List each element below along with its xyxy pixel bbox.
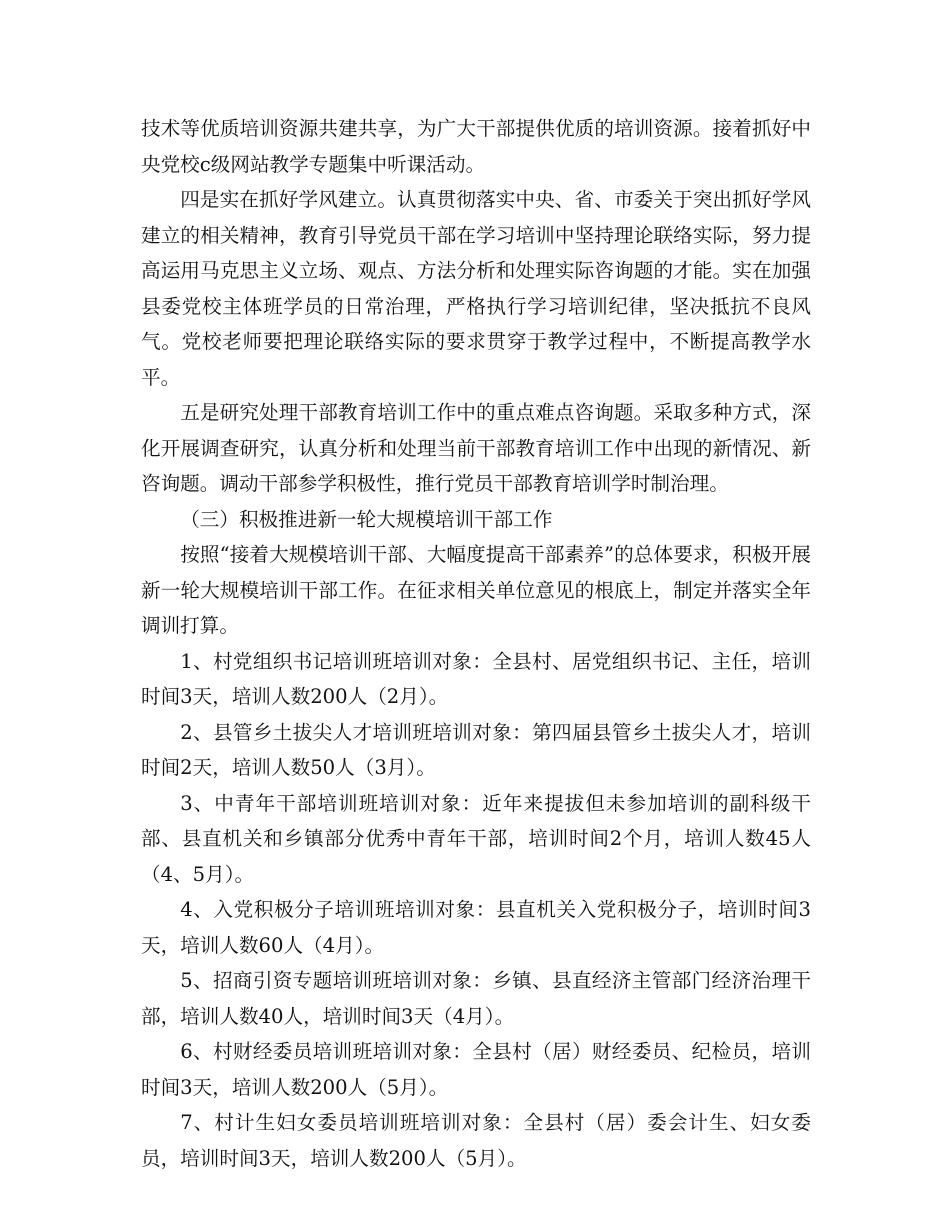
training-item-1: 1、村党组织书记培训班培训对象：全县村、居党组织书记、主任，培训时间3天，培训人数200人（2月）。: [141, 649, 811, 708]
paragraph-key-issues: 五是研究处理干部教育培训工作中的重点难点咨询题。采取多种方式，深化开展调查研究，认真分析和处理当前干部教育培训工作中出现的新情况、新咨询题。调动干部参学积极性，推行党员干部教育培训学时制治理。: [141, 401, 811, 495]
paragraph-continuation: 技术等优质培训资源共建共享，为广大干部提供优质的培训资源。接着抓好中央党校c级网站教学专题集中听课活动。: [141, 117, 811, 176]
training-item-6: 6、村财经委员培训班培训对象：全县村（居）财经委员、纪检员，培训时间3天，培训人数200人（5月）。: [141, 1040, 811, 1099]
training-item-2: 2、县管乡土拔尖人才培训班培训对象：第四届县管乡土拔尖人才，培训时间2天，培训人数50人（3月）。: [141, 720, 811, 779]
training-item-5: 5、招商引资专题培训班培训对象：乡镇、县直经济主管部门经济治理干部，培训人数40人，培训时间3天（4月）。: [141, 969, 811, 1028]
training-item-4: 4、入党积极分子培训班培训对象：县直机关入党积极分子，培训时间3天，培训人数60人（4月）。: [141, 898, 811, 957]
training-item-3: 3、中青年干部培训班培训对象：近年来提拔但未参加培训的副科级干部、县直机关和乡镇部分优秀中青年干部，培训时间2个月，培训人数45人（4、5月）。: [141, 791, 811, 886]
paragraph-training-intro: 按照“接着大规模培训干部、大幅度提高干部素养”的总体要求，积极开展新一轮大规模培训干部工作。在征求相关单位意见的根底上，制定并落实全年调训打算。: [141, 543, 811, 637]
paragraph-study-style: 四是实在抓好学风建立。认真贯彻落实中央、省、市委关于突出抓好学风建立的相关精神，教育引导党员干部在学习培训中坚持理论联络实际，努力提高运用马克思主义立场、观点、方法分析和处理实际咨询题的才能。实在加强县委党校主体班学员的日常治理，严格执行学习培训纪律，坚决抵抗不良风气。党校老师要把理论联络实际的要求贯穿于教学过程中，不断提高教学水平。: [141, 188, 811, 389]
training-item-7: 7、村计生妇女委员培训班培训对象：全县村（居）委会计生、妇女委员，培训时间3天，培训人数200人（5月）。: [141, 1111, 811, 1170]
section-heading-training: （三）积极推进新一轮大规模培训干部工作: [180, 507, 553, 531]
document-body: [141, 111, 811, 1176]
